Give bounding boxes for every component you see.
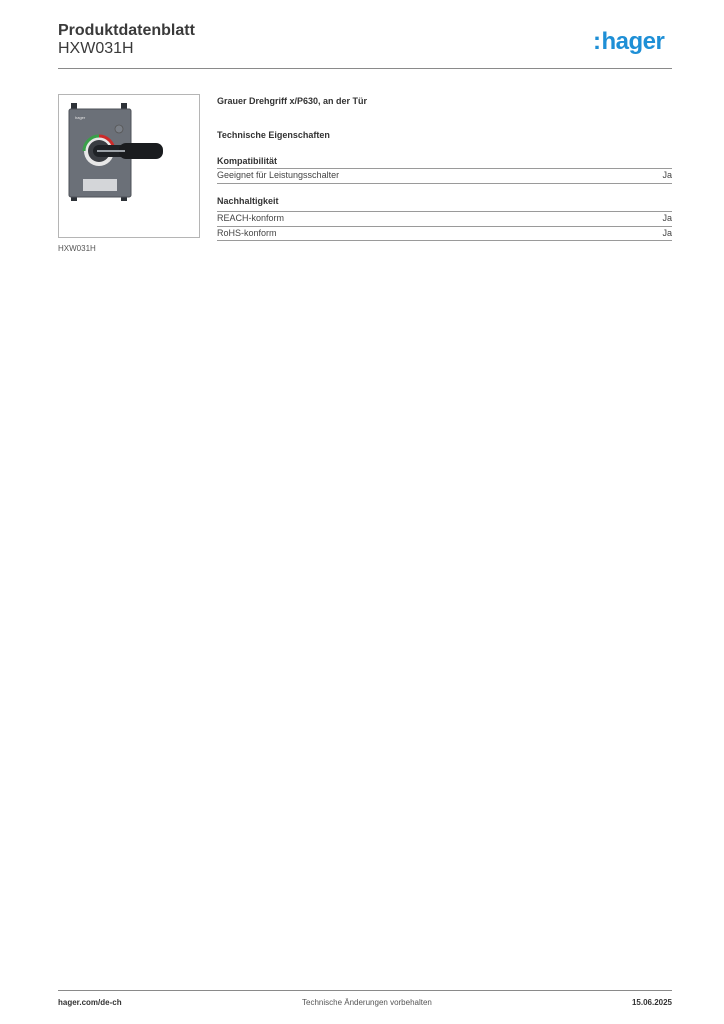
product-code: HXW031H <box>58 40 134 57</box>
device-brand-label: hager <box>75 115 86 120</box>
row-value: Ja <box>662 213 672 223</box>
section-title-sustainability: Nachhaltigkeit <box>217 196 279 206</box>
footer-divider <box>58 990 672 991</box>
product-description: Grauer Drehgriff x/P630, an der Tür <box>217 96 368 106</box>
footer-website-link[interactable]: hager.com/de-ch <box>58 998 122 1007</box>
footer-date: 15.06.2025 <box>631 998 672 1007</box>
row-divider <box>217 183 672 184</box>
row-value: Ja <box>662 170 672 180</box>
image-caption: HXW031H <box>58 244 96 253</box>
product-image <box>58 94 200 238</box>
page-title: Produktdatenblatt <box>58 22 195 39</box>
row-label: Geeignet für Leistungsschalter <box>217 170 340 180</box>
row-value: Ja <box>662 228 672 238</box>
technical-properties-title: Technische Eigenschaften <box>217 130 330 140</box>
footer-notice: Technische Änderungen vorbehalten <box>302 998 432 1007</box>
row-label: RoHS-konform <box>217 228 277 238</box>
hager-logo[interactable] <box>593 28 664 56</box>
section-title-compatibility: Kompatibilität <box>217 156 277 166</box>
row-label: REACH-konform <box>217 213 285 223</box>
logo-colon-icon: : <box>593 28 601 55</box>
logo-text: hager <box>601 28 665 55</box>
header-divider <box>58 68 672 69</box>
rotary-handle-icon <box>59 95 199 237</box>
table-row <box>217 227 672 241</box>
table-row <box>217 169 672 183</box>
row-divider <box>217 240 672 241</box>
table-row <box>217 212 672 226</box>
